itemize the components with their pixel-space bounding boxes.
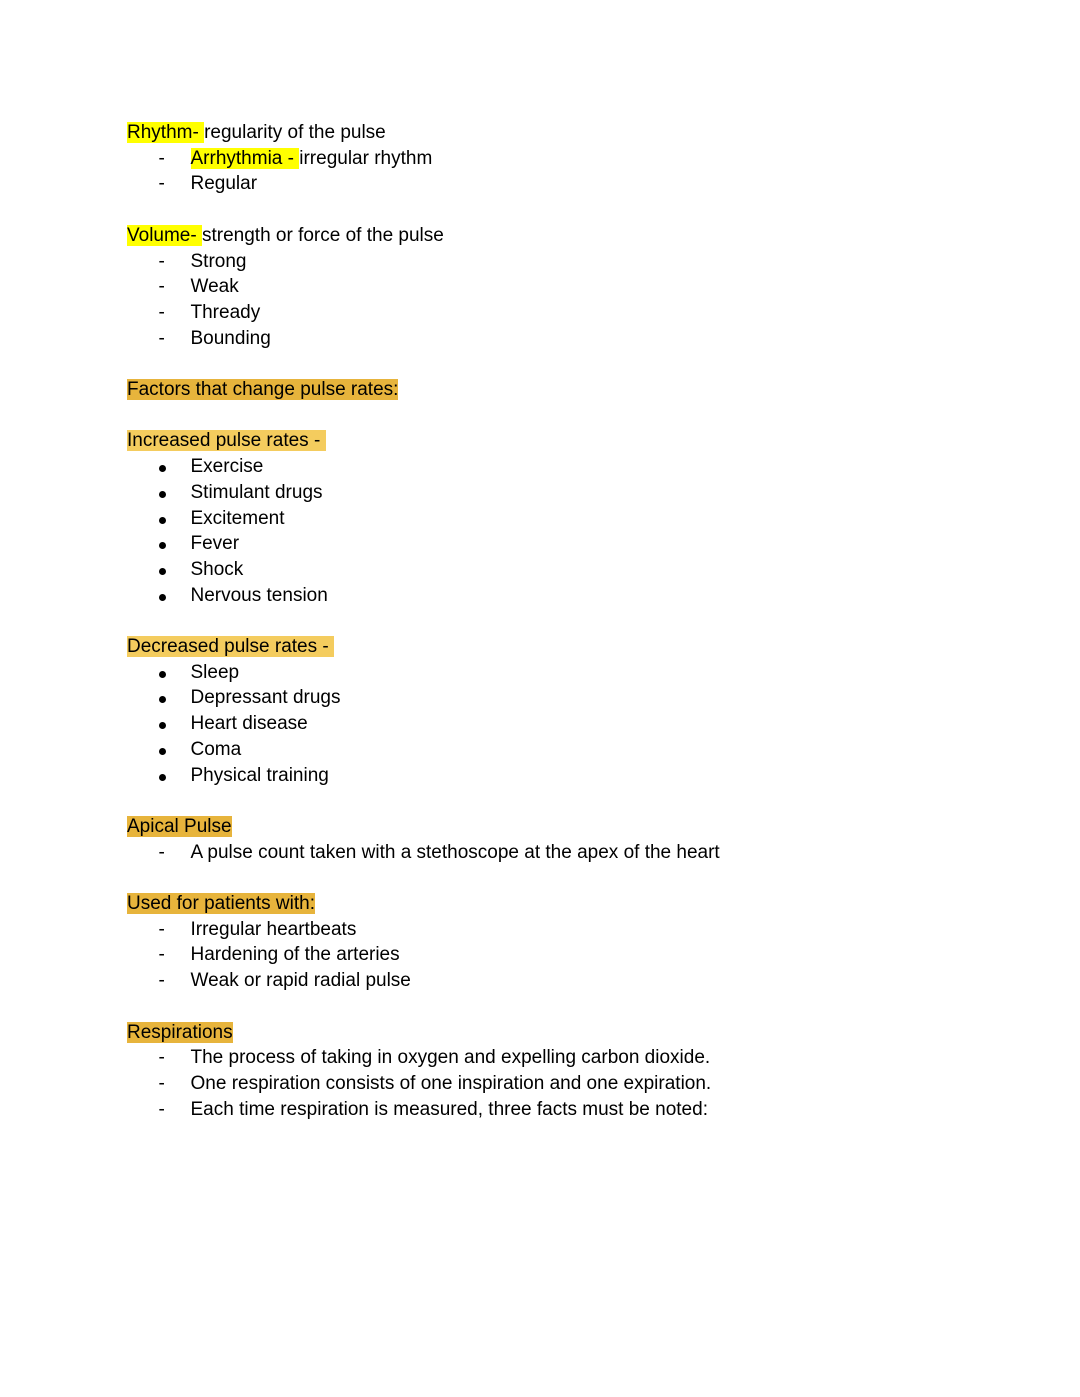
volume-definition: strength or force of the pulse	[201, 224, 444, 246]
list-item	[127, 968, 1020, 994]
bullet-marker	[127, 737, 191, 763]
dash-marker: -	[158, 918, 165, 940]
list-item-text: Regular	[190, 173, 258, 195]
factors-heading-text: Factors that change pulse rates:	[127, 379, 399, 400]
used-for-list	[127, 917, 1020, 994]
bullet-marker	[127, 506, 191, 532]
dash-marker: -	[158, 327, 165, 349]
list-item-text: Heart disease	[190, 713, 308, 735]
list-item	[127, 1045, 1020, 1071]
list-item-text: Physical training	[190, 764, 329, 786]
dash-marker: -	[158, 1072, 165, 1094]
bullet-marker	[127, 583, 191, 609]
list-item	[127, 711, 1020, 737]
bullet-icon	[159, 517, 166, 524]
bullet-icon	[159, 696, 166, 703]
volume-heading	[127, 223, 1020, 249]
rhythm-term: Rhythm-	[127, 122, 205, 143]
list-item	[127, 274, 1020, 300]
list-item-text: The process of taking in oxygen and expelling carbon dioxide.	[190, 1047, 711, 1069]
rhythm-definition: regularity of the pulse	[204, 122, 386, 143]
list-item	[127, 480, 1020, 506]
list-item-text: A pulse count taken with a stethoscope at the apex of the heart	[190, 841, 720, 863]
list-item-text: Weak or rapid radial pulse	[190, 970, 411, 992]
dash-marker: -	[158, 276, 165, 298]
list-item-text: Weak	[190, 276, 239, 298]
dash-marker: -	[158, 1098, 165, 1120]
dash-marker: -	[158, 970, 165, 992]
list-item	[127, 531, 1020, 557]
bullet-marker	[127, 763, 191, 789]
list-item-text: Excitement	[190, 507, 285, 529]
bullet-icon	[159, 671, 166, 678]
list-item	[127, 942, 1020, 968]
bullet-icon	[159, 722, 166, 729]
dash-marker: -	[158, 1047, 165, 1069]
list-item-text: Shock	[190, 558, 244, 580]
list-item	[127, 146, 1020, 172]
respirations-heading	[127, 1020, 1020, 1046]
bullet-marker	[127, 557, 191, 583]
apical-heading	[127, 814, 1020, 840]
decreased-heading	[127, 634, 1020, 660]
bullet-marker	[127, 480, 191, 506]
list-item-text: Stimulant drugs	[190, 481, 323, 503]
list-item-text: Strong	[190, 250, 247, 272]
used-for-heading-text: Used for patients with:	[127, 893, 315, 914]
bullet-marker	[127, 660, 191, 686]
dash-marker: -	[158, 301, 165, 323]
list-item-text: Hardening of the arteries	[190, 944, 400, 966]
bullet-icon	[159, 542, 166, 549]
list-item	[127, 840, 1020, 866]
list-item	[127, 249, 1020, 275]
list-item	[127, 1071, 1020, 1097]
factors-heading	[127, 377, 1020, 403]
dash-marker: -	[158, 173, 165, 195]
bullet-icon	[159, 774, 166, 781]
bullet-icon	[159, 491, 166, 498]
bullet-marker	[127, 685, 191, 711]
list-item	[127, 454, 1020, 480]
bullet-icon	[159, 465, 166, 472]
rhythm-heading	[127, 120, 1020, 146]
list-item	[127, 685, 1020, 711]
list-item-text: Nervous tension	[190, 584, 328, 606]
list-item	[127, 171, 1020, 197]
list-item-text: Fever	[190, 533, 240, 555]
decreased-list	[127, 660, 1020, 789]
arrhythmia-term: Arrhythmia -	[190, 147, 300, 169]
list-item-text	[191, 146, 1021, 172]
dash-marker: -	[158, 250, 165, 272]
list-item	[127, 1097, 1020, 1123]
list-item-text: Coma	[190, 738, 242, 760]
list-item-text: Bounding	[190, 327, 271, 349]
apical-heading-text: Apical Pulse	[127, 815, 232, 837]
bullet-icon	[159, 748, 166, 755]
list-item-text: Irregular heartbeats	[190, 918, 357, 940]
apical-list	[127, 840, 1020, 866]
volume-list	[127, 249, 1020, 352]
list-item	[127, 917, 1020, 943]
arrhythmia-definition: irregular rhythm	[299, 147, 433, 169]
bullet-marker	[127, 711, 191, 737]
dash-marker: -	[158, 841, 165, 863]
list-item	[127, 583, 1020, 609]
increased-list	[127, 454, 1020, 608]
volume-term: Volume-	[127, 224, 202, 246]
bullet-marker	[127, 454, 191, 480]
list-item-text: Sleep	[190, 661, 240, 683]
list-item-text: Thready	[190, 301, 261, 323]
dash-marker: -	[158, 944, 165, 966]
list-item	[127, 763, 1020, 789]
list-item	[127, 506, 1020, 532]
bullet-marker	[127, 531, 191, 557]
decreased-heading-text: Decreased pulse rates -	[127, 636, 334, 657]
list-item	[127, 557, 1020, 583]
dash-marker: -	[158, 147, 165, 169]
list-item-text: One respiration consists of one inspiration and one expiration.	[190, 1072, 712, 1094]
list-item-text: Depressant drugs	[190, 687, 341, 709]
list-item-text: Exercise	[190, 456, 264, 478]
used-for-heading	[127, 891, 1020, 917]
list-item	[127, 300, 1020, 326]
rhythm-list	[127, 146, 1020, 197]
increased-heading-text: Increased pulse rates -	[127, 430, 326, 452]
increased-heading	[127, 428, 1020, 454]
list-item	[127, 326, 1020, 352]
list-item	[127, 660, 1020, 686]
respirations-heading-text: Respirations	[127, 1021, 233, 1043]
list-item-text: Each time respiration is measured, three facts must be noted:	[190, 1098, 708, 1120]
list-item	[127, 737, 1020, 763]
bullet-icon	[159, 568, 166, 575]
bullet-icon	[159, 594, 166, 601]
respirations-list	[127, 1045, 1020, 1122]
